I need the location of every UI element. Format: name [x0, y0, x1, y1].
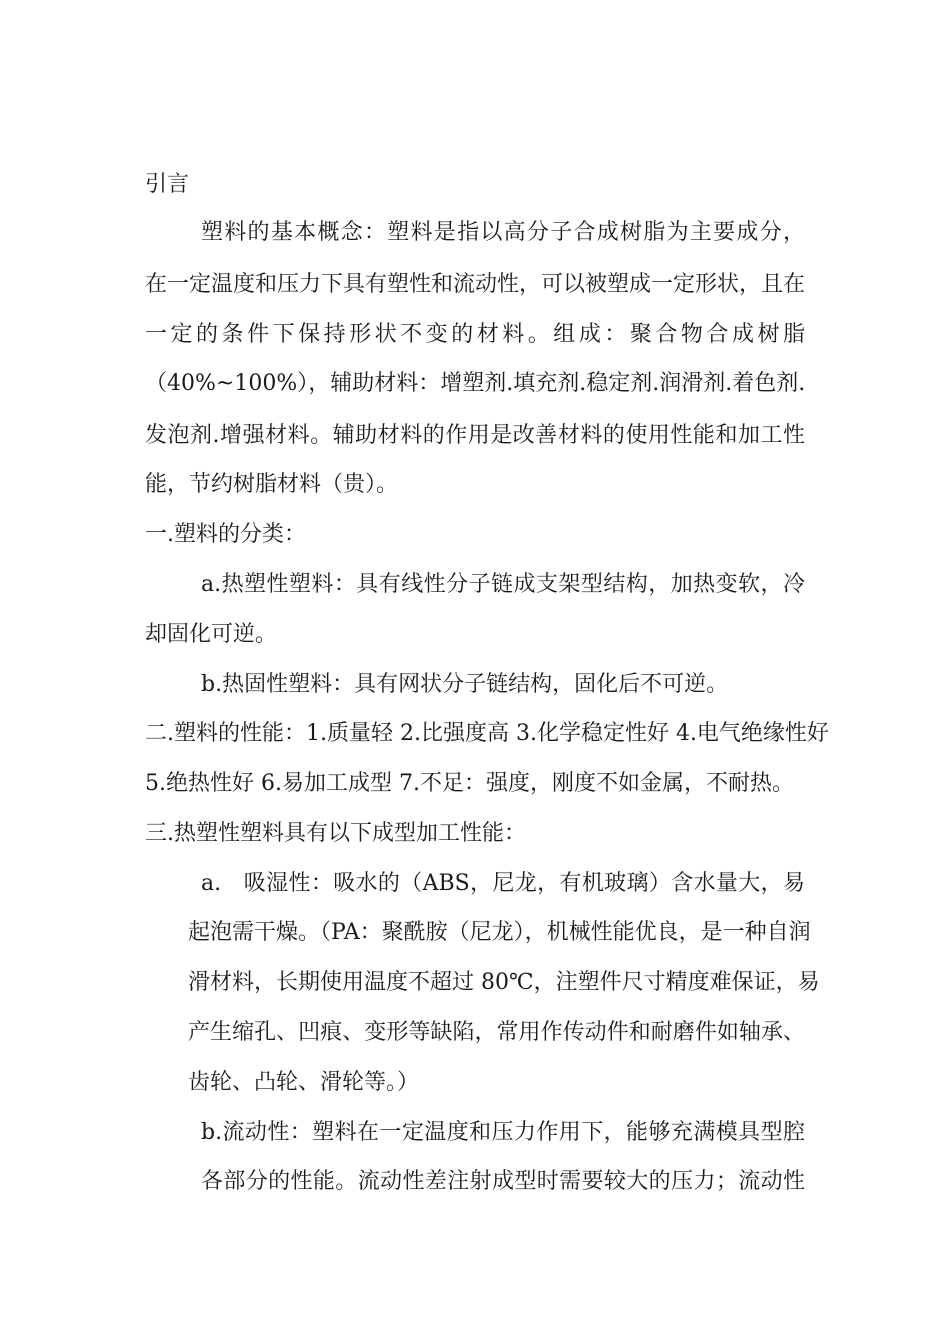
list-item-line: b.热固性塑料：具有网状分子链结构，固化后不可逆。 [201, 672, 729, 697]
section-line: 二.塑料的性能：1.质量轻 2.比强度高 3.化学稳定性好 4.电气绝缘性好 [145, 721, 829, 746]
list-item-line: 产生缩孔、凹痕、变形等缺陷，常用作传动件和耐磨件如轴承、 [188, 1020, 805, 1045]
section-heading: 引言 [145, 172, 190, 197]
list-item-line: 滑材料，长期使用温度不超过 80℃，注塑件尺寸精度难保证，易 [188, 970, 820, 995]
intro-line: 能，节约树脂材料（贵）。 [145, 472, 399, 497]
list-item-line: 齿轮、凸轮、滑轮等。） [188, 1070, 420, 1095]
list-item-line: a.热塑性塑料：具有线性分子链成支架型结构，加热变软，冷 [201, 572, 805, 597]
intro-line: 塑料的基本概念：塑料是指以高分子合成树脂为主要成分， [201, 220, 805, 245]
list-item-line: 起泡需干燥。（PA：聚酰胺（尼龙），机械性能优良，是一种自润 [188, 920, 811, 945]
section-title: 三.热塑性塑料具有以下成型加工性能： [145, 821, 526, 846]
intro-line: 发泡剂.增强材料。辅助材料的作用是改善材料的使用性能和加工性 [145, 423, 805, 448]
list-item-line: a. 吸湿性：吸水的（ABS，尼龙，有机玻璃）含水量大，易 [201, 871, 805, 896]
list-item-line: 各部分的性能。流动性差注射成型时需要较大的压力；流动性 [201, 1169, 805, 1194]
section-line: 5.绝热性好 6.易加工成型 7.不足：强度，刚度不如金属，不耐热。 [145, 771, 794, 796]
intro-line: 在一定温度和压力下具有塑性和流动性，可以被塑成一定形状，且在 [145, 272, 806, 297]
intro-line: （40%~100%），辅助材料：增塑剂.填充剂.稳定剂.润滑剂.着色剂. [145, 371, 806, 396]
list-item-line: b.流动性：塑料在一定温度和压力作用下，能够充满模具型腔 [201, 1120, 805, 1145]
intro-line: 一定的条件下保持形状不变的材料。组成：聚合物合成树脂 [145, 322, 805, 347]
section-title: 一.塑料的分类： [145, 522, 306, 547]
list-item-line: 却固化可逆。 [145, 622, 278, 647]
